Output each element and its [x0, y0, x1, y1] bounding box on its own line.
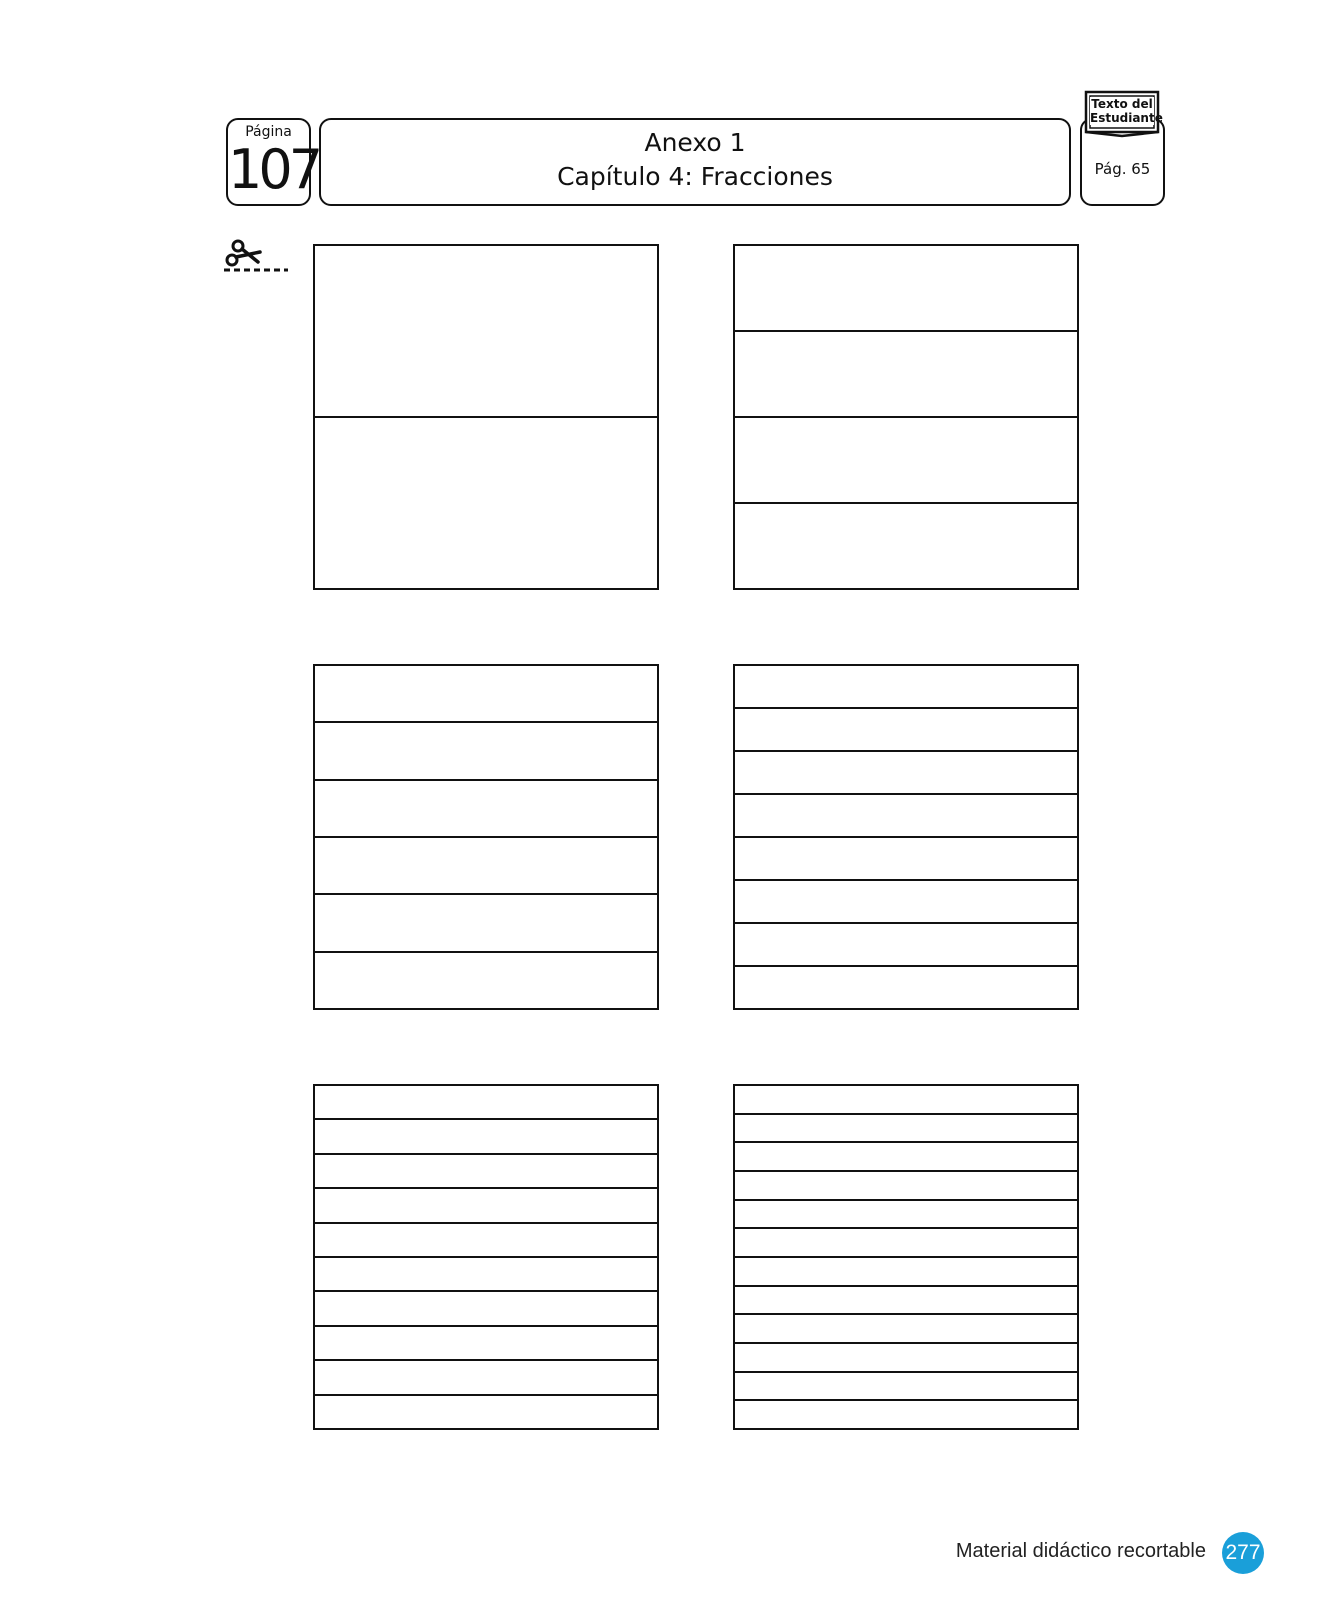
fraction-part	[735, 1115, 1077, 1144]
fraction-part	[315, 953, 657, 1008]
fraction-part	[315, 1361, 657, 1395]
textbook-page-ref: Pág. 65	[1094, 160, 1151, 178]
page-label: Página	[245, 124, 292, 140]
fraction-part	[315, 895, 657, 952]
fraction-part	[735, 504, 1077, 588]
fraction-part	[315, 418, 657, 588]
fraction-part	[735, 418, 1077, 504]
fraction-strip-sixths[interactable]	[313, 664, 659, 1010]
fraction-part	[735, 752, 1077, 795]
scissors-icon	[224, 238, 290, 276]
annex-title: Anexo 1	[644, 128, 746, 157]
fraction-part	[735, 1201, 1077, 1230]
fraction-part	[735, 332, 1077, 418]
fraction-part	[735, 881, 1077, 924]
fraction-part	[735, 666, 1077, 709]
book-label: Texto del Estudiante	[1090, 97, 1163, 125]
fraction-part	[315, 1155, 657, 1189]
footer-label: Material didáctico recortable	[955, 1540, 1206, 1562]
fraction-strip-twelfths[interactable]	[733, 1084, 1079, 1430]
fraction-strip-tenths[interactable]	[313, 1084, 659, 1430]
fraction-part	[735, 838, 1077, 881]
footer-page-number: 277	[1222, 1532, 1264, 1574]
fraction-part	[735, 795, 1077, 838]
fraction-part	[735, 1229, 1077, 1258]
fraction-part	[735, 1143, 1077, 1172]
fraction-part	[735, 1373, 1077, 1402]
fraction-strip-eighths[interactable]	[733, 664, 1079, 1010]
fraction-part	[735, 924, 1077, 967]
fraction-part	[315, 1224, 657, 1258]
fraction-part	[315, 781, 657, 838]
fraction-part	[735, 967, 1077, 1008]
title-box	[319, 118, 1071, 206]
student-page-box	[226, 118, 320, 206]
fraction-part	[735, 246, 1077, 332]
fraction-part	[315, 1292, 657, 1326]
fraction-part	[735, 1258, 1077, 1287]
fraction-strip-quarters[interactable]	[733, 244, 1079, 590]
fraction-part	[315, 246, 657, 418]
fraction-part	[735, 1344, 1077, 1373]
fraction-part	[315, 723, 657, 780]
fraction-part	[735, 1287, 1077, 1316]
chapter-title: Capítulo 4: Fracciones	[557, 162, 833, 191]
fraction-part	[735, 1315, 1077, 1344]
fraction-part	[315, 838, 657, 895]
fraction-strip-halves[interactable]	[313, 244, 659, 590]
fraction-part	[315, 1258, 657, 1292]
fraction-part	[315, 1086, 657, 1120]
fraction-part	[315, 1396, 657, 1428]
fraction-part	[735, 709, 1077, 752]
page-number: 107	[228, 138, 320, 201]
fraction-part	[315, 1120, 657, 1154]
fraction-part	[315, 1327, 657, 1361]
fraction-part	[735, 1172, 1077, 1201]
fraction-part	[315, 666, 657, 723]
fraction-part	[735, 1401, 1077, 1428]
fraction-part	[735, 1086, 1077, 1115]
fraction-part	[315, 1189, 657, 1223]
